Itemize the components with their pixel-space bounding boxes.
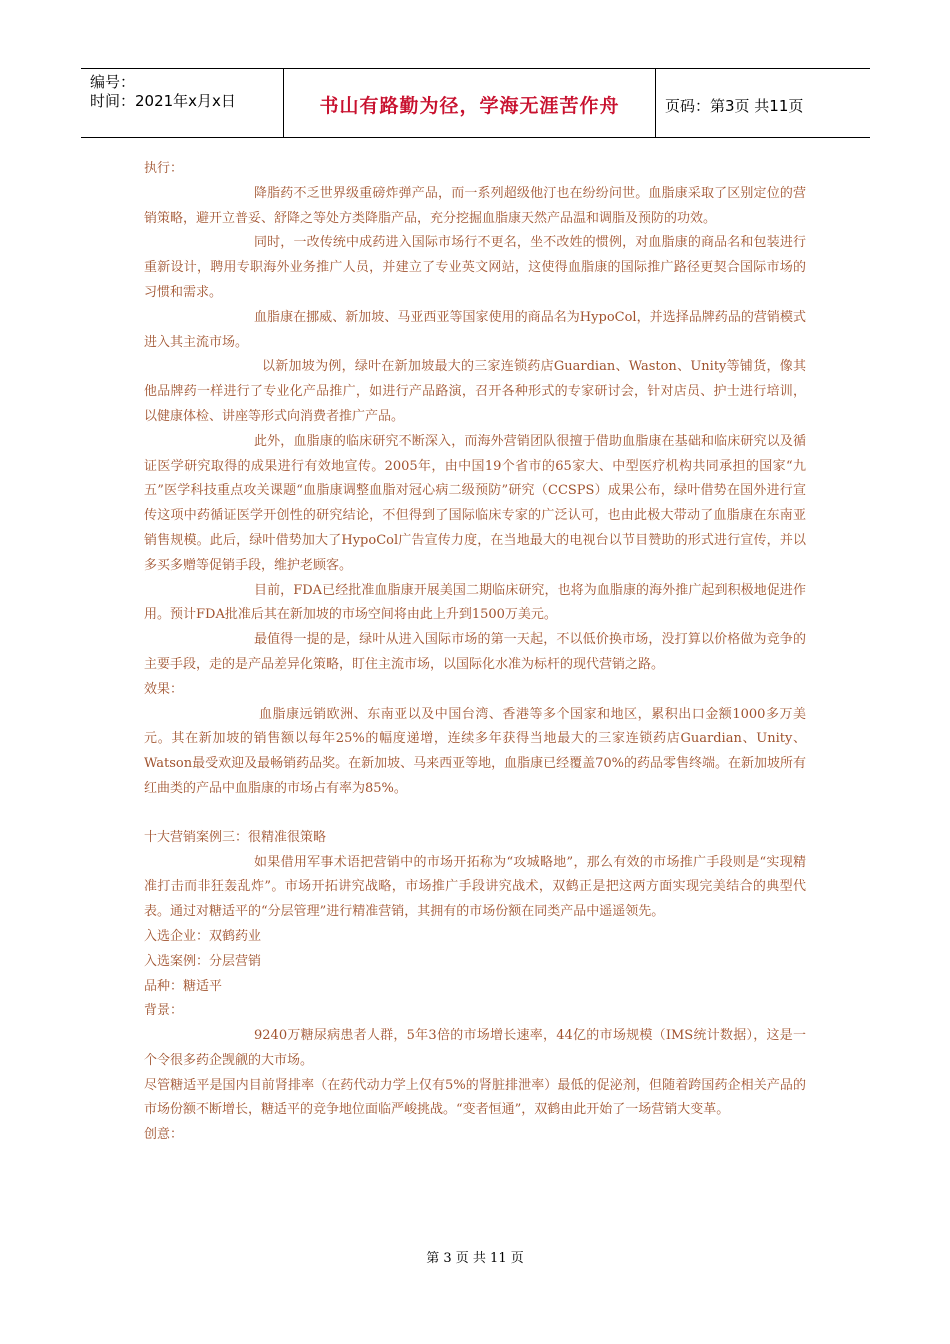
header-meta <box>90 73 236 111</box>
paragraph: 最值得一提的是，绿叶从进入国际市场的第一天起，不以低价换市场，没打算以价格做为竞争的主要手段，走的是产品差异化策略，盯住主流市场，以国际化水准为标杆的现代营销之路。 <box>144 632 806 672</box>
case-title: 十大营销案例三：很精准很策略 <box>144 829 327 845</box>
paragraph: 血脂康远销欧洲、东南亚以及中国台湾、香港等多个国家和地区，累积出口金额1000多万美元。其在新加坡的销售额以每年25%的幅度递增，连续多年获得当地最大的三家连锁药店Guardian、Unity、Watson最受欢迎及最畅销药品奖。在新加坡、马来西亚等地，血脂康已经覆盖70%的药品零售终端。在新加坡所有红曲类的产品中血脂康的市场占有率为85%。 <box>144 706 806 796</box>
section-label-idea: 创意： <box>144 1127 184 1143</box>
variety-line: 品种：糖适平 <box>144 978 223 994</box>
paragraph: 降脂药不乏世界级重磅炸弹产品，而一系列超级他汀也在纷纷问世。血脂康采取了区别定位的营销策略，避开立普妥、舒降之等处方类降脂产品，充分挖掘血脂康天然产品温和调脂及预防的功效。 <box>144 185 806 226</box>
blank-line <box>144 802 806 826</box>
section-label-execution: 执行： <box>144 161 184 176</box>
page-header <box>81 68 870 138</box>
paragraph: 以新加坡为例，绿叶在新加坡最大的三家连锁药店Guardian、Waston、Unity等铺货，像其他品牌药一样进行了专业化产品推广，如进行产品路演，召开各种形式的专家研讨会，针对店员、护士进行培训，以健康体检、讲座等形式向消费者推广产品。 <box>144 359 806 424</box>
paragraph: 同时，一改传统中成药进入国际市场行不更名，坐不改姓的惯例，对血脂康的商品名和包装进行重新设计，聘用专职海外业务推广人员，并建立了专业英文网站，这使得血脂康的国际推广路径更契合国际市场的习惯和需求。 <box>144 235 806 300</box>
case-line: 入选案例：分层营销 <box>144 953 262 969</box>
paragraph: 尽管糖适平是国内目前肾排率（在药代动力学上仅有5%的肾脏排泄率）最低的促泌剂，但随着跨国药企相关产品的市场份额不断增长，糖适平的竞争地位面临严峻挑战。“变者恒通”，双鹤由此开始了一场营销大变革。 <box>144 1077 806 1118</box>
document-body <box>144 157 806 1148</box>
time-label: 时间：2021年x月x日 <box>90 92 236 110</box>
paragraph: 此外，血脂康的临床研究不断深入，而海外营销团队很擅于借助血脂康在基础和临床研究以及循证医学研究取得的成果进行有效地宣传。2005年，由中国19个省市的65家大、中型医疗机构共同承担的国家“九五”医学科技重点攻关课题“血脂康调整血脂对冠心病二级预防”研究（CCSPS）成果公布，绿叶借势在国外进行宣传这项中药循证医学开创性的研究结论，不但得到了国际临床专家的广泛认可，也由此极大带动了血脂康在东南亚销售规模。此后，绿叶借势加大了HypoCol广告宣传力度，在当地最大的电视台以节目赞助的形式进行宣传，并以多买多赠等促销手段，维护老顾客。 <box>144 433 806 573</box>
header-divider <box>655 69 656 137</box>
paragraph: 血脂康在挪威、新加坡、马亚西亚等国家使用的商品名为HypoCol，并选择品牌药品的营销模式进入其主流市场。 <box>144 309 806 350</box>
header-motto: 书山有路勤为径，学海无涯苦作舟 <box>319 95 620 117</box>
number-label: 编号： <box>90 73 136 91</box>
section-label-effect: 效果： <box>144 681 184 697</box>
company-line: 入选企业：双鹤药业 <box>144 928 262 944</box>
section-label-background: 背景： <box>144 1003 184 1019</box>
paragraph: 如果借用军事术语把营销中的市场开拓称为“攻城略地”，那么有效的市场推广手段则是“实现精准打击而非狂轰乱炸”。市场开拓讲究战略，市场推广手段讲究战术，双鹤正是把这两方面实现完美结合的典型代表。通过对糖适平的“分层管理”进行精准营销，其拥有的市场份额在同类产品中遥遥领先。 <box>144 854 806 920</box>
header-page-label: 页码：第3页 共11页 <box>665 97 804 115</box>
paragraph: 目前，FDA已经批准血脂康开展美国二期临床研究，也将为血脂康的海外推广起到积极地促进作用。预计FDA批准后其在新加坡的市场空间将由此上升到1500万美元。 <box>144 582 806 623</box>
page-footer: 第 3 页 共 11 页 <box>426 1251 524 1266</box>
paragraph: 9240万糖尿病患者人群，5年3倍的市场增长速率，44亿的市场规模（IMS统计数据），这是一个令很多药企觊觎的大市场。 <box>144 1028 806 1068</box>
